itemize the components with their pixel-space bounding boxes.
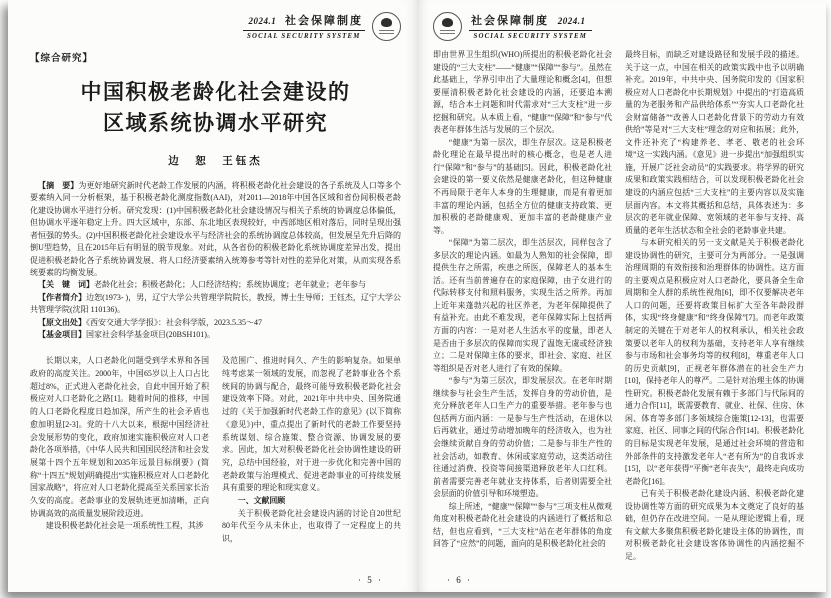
body-columns <box>433 49 804 577</box>
abstract: 【摘 要】为更好地研究新时代老龄工作发展的内涵，将积极老龄化社会建设的各子系统及人口等多个要素纳入同一分析框架，基于积极老龄化测度指数(AAI)，对2011—2018年中国各区域和省份间积极老龄化建设协调水平进行分析。研究发现：(1)中国积极老龄化社会建设情况与相关子系统的协调度总体偏低，但协调水平逐年稳定上升。四大区域中，东部、东北地区表现较好，中西部地区相对落后，同时呈现出强者恒强的势头。(2)中国积极老龄化社会建设水平与经济社会的系统协调度总体较高，但发展呈先升后降的倒U型趋势，且在2015年后有明显的脱节现象。对此，从各省份的积极老龄化系统协调度差异出发，提出促进积极老龄化各子系统协调发展、将人口经济要素纳入统筹参考等针对性的差异化对策，从而实现各系统要素的均衡发展。 <box>30 181 401 277</box>
journal-title-line <box>469 12 592 31</box>
journal-issue: 2024.1 <box>248 16 277 27</box>
body-paragraph: 建设积极老龄化社会是一项系统性工程，其涉 <box>45 521 204 531</box>
article-authors: 边 恕 王钰杰 <box>168 156 263 168</box>
page-number-5: · 5 · <box>358 575 383 585</box>
body-paragraph: 综上所述，“健康”“保障”“参与”三项支柱从微观角度对积极老龄化社会建设的内涵进行了概括和总结，但也应看到，“三大支柱”站在老年群体的角度回答了“应然”的问题，面向的是积极老龄化社会的 <box>433 501 612 549</box>
body-column-1 <box>433 49 612 577</box>
body-paragraph: 关于积极老龄化社会建设内涵的讨论自20世纪80年代至今从未休止，也取得了一定程度上的共识， <box>222 508 401 544</box>
body-column-2 <box>222 355 401 546</box>
abstract-label: 【摘 要】 <box>38 181 79 191</box>
body-paragraph: 及范围广、推进时间久、产生的影响复杂。如果单纯考虑某一领域的发展，而忽视了老龄事业各个系统间的协调与配合，最终可能导致积极老龄化社会建设效率下降。对此，2021年中共中央、国务院通过的《关于加强新时代老龄工作的意见》(以下简称《意见》)中，重点提出了新时代的老龄工作要坚持系统谋划、综合施策、整合资源、协调发展的要求。因此，加大对积极老龄化社会协调性建设的研究，总结中国经验，对于进一步优化和完善中国的老龄政策与治理模式、促进老龄事业的可持续发展具有重要的理论和现实意义。 <box>222 356 401 493</box>
journal-spread <box>8 0 826 592</box>
body-paragraph: “保障”为第二层次，即生活层次，同样包含了多层次的理论内涵。如最为人熟知的社会保障，即提供生存之所需，疾患之所医，保障老人的基本生活。还有当前普遍存在的家庭保障，由子女进行的代际转移支付和照料服务，实现生活之所养。再加上近年来蓬勃兴起的社区养老，为老年保障提供了有益补充。由此不难发现，老年保障实际上包括两方面的内容：一是对老人生活水平的度量，即老人是否由于多层次的保障而实现了温饱无虞或经济独立；二是对保障主体的要求，即社会、家庭、社区等组织是否对老人进行了有效的保障。 <box>433 238 612 373</box>
journal-logo-icon <box>433 12 462 41</box>
page-number-6: · 6 · <box>447 575 472 585</box>
body-paragraph: 最终目标，而缺乏对建设路径和发展手段的描述。关于这一点，中国在相关的政策实践中也予以明确补充。2019年，中共中央、国务院印发的《国家积极应对人口老龄化中长期规划》中提出的“打造高质量的为老服务和产品供给体系”“夯实人口老龄化社会财富储备”“改善人口老龄化背景下的劳动力有效供给”等是对“三大支柱”理念的对应和拓展；此外，文件还补充了“构建养老、孝老、敬老的社会环境”这一实践内涵。《意见》进一步提出“加强组织实施，开展广泛社会动员”的实践要求。将学界的研究成果和政策实践相结合，可以发现积极老龄化社会建设的内涵应包括“三大支柱”的主要内容以及实施层面内容。本文将其概括和总结，具体表述为：多层次的老年就业保障、宽领域的老年参与支持、高质量的老年生活状态和全社会的老龄事业共建。 <box>625 50 804 235</box>
article-title <box>30 77 401 139</box>
body-paragraph: “参与”为第三层次，即发展层次。在老年时期继续参与社会生产生活，发挥自身的劳动价值，是充分释放老年人口生产力的重要举措。老年参与也包括两方面内涵：一是参与生产性活动，在退休以后再就业，通过劳动增加晚年的经济收入，也为社会继续贡献自身的劳动价值；二是参与非生产性的社会活动，如教育、休闲或家庭劳动，这类活动往往通过消费、投资等间接渠道释放老年人口红利。前者需要完善老年就业支持体系，后者则需要全社会层面的价值引导和环境塑造。 <box>433 376 612 499</box>
body-column-2 <box>625 49 804 577</box>
article-title-line2: 区域系统协调水平研究 <box>103 111 328 135</box>
journal-title-line <box>243 12 366 31</box>
body-paragraph: 长期以来，人口老龄化问题受到学术界和各国政府的高度关注。2000年，中国65岁以上人口占比超过8%，正式进入老龄化社会，自此中国开始了积极应对人口老龄化之路[1]。随着时间的推移，中国的人口老龄化程度日趋加深，所产生的社会矛盾也愈加明显[2-3]。党的十八大以来，根据中国经济社会发展形势的变化，政府加速实施积极应对人口老龄化各项举措，《中华人民共和国国民经济和社会发展第十四个五年规划和2035年远景目标纲要》(简称“十四五”规划)明确提出“实施积极应对人口老龄化国家战略”，将应对人口老龄化提高至关系国家长治久安的高度。老龄事业的发展轨迹更加清晰，正向协调高效的高质量发展阶段迈进。 <box>30 356 209 518</box>
keywords-label: 【关 键 词】 <box>38 280 94 290</box>
journal-name-en: SOCIAL SECURITY SYSTEM <box>473 32 588 40</box>
body-column-1 <box>30 355 209 546</box>
keywords: 【关 键 词】老龄化社会；积极老龄化；人口经济结构；系统协调度；老年就业；老年参与 <box>38 280 366 290</box>
body-paragraph: “健康”为第一层次，即生存层次。这是积极老龄化理论在最早提出时的核心概念，也是老人进行“保障”和“参与”的基础[5]。因此，积极老龄化社会建设的第一要义依然是健康老龄化，但这种健康不再局限于老年人本身的生理健康，而是有着更加丰富的理论内涵，包括全方位的健康支持政策、更加积极的老龄健康观、更加丰富的老龄健康产业等。 <box>433 137 612 235</box>
page-6 <box>417 0 826 592</box>
body-paragraph: 与本研究相关的另一支文献是关于积极老龄化建设协调性的研究，主要可分为两部分。一是强调治理周期的有效衔接和治理群体的协调性。这方面的主要观点是积极应对人口老龄化，要具备全生命周期和全人群的系统性视角[6]，即不仅要解决老年人口的问题，还要将政策目标扩大至各年龄段群体，实现“终身健康”和“终身保障”[7]。而老年政策制定的关键在于对老年人的权利承认，相关社会政策要以老年人的权利为基础，支持老年人享有继续参与市场和社会事务均等的权利[8]，尊重老年人口的历史贡献[9]，正视老年群体潜在的社会生产力[10]，保持老年人的尊严。二是针对治理主体的协调性研究。积极老龄化发展有赖于多部门与代际间的通力合作[11]，既需要教育、就业、社保、住房、休闲、体育等多部门多领域综合施策[12-13]，也需要家庭、社区、同事之间的代际合作[14]。积极老龄化的目标是实现老年发展，是通过社会环境的营造和外部条件的支持激发老年人“老有所为”的自我诉求[15]，以“老年获得”平衡“老年丧失”，最终走向成功老龄化[16]。 <box>625 238 804 486</box>
journal-issue: 2024.1 <box>557 16 586 27</box>
author-bio: 【作者简介】边恕(1973- )，男，辽宁大学公共管理学院院长，教授，博士生导师；王钰杰，辽宁大学公共管理学院(沈阳 110136)。 <box>30 292 401 315</box>
journal-logo-icon <box>372 12 401 41</box>
body-paragraph: 即由世界卫生组织(WHO)所提出的积极老龄化社会建设的“三大支柱”——“健康”“保障”“参与”。虽然在此基础上，学界引申出了大量理论和概念[4]，但想要厘清积极老龄化社会建设的内涵，还要追本溯源，结合本土问题和时代需求对“三大支柱”进一步挖掘和研究。从本质上看，“健康”“保障”和“参与”代表老年群体生活与发展的三个层次。 <box>433 50 612 135</box>
article-meta-block <box>30 180 401 341</box>
page-5 <box>8 0 417 592</box>
journal-name-cn: 社会保障制度 <box>285 15 363 28</box>
article-title-line1: 中国积极老龄化社会建设的 <box>80 80 351 104</box>
funding: 【基金项目】国家社会科学基金项目(20BSH101)。 <box>38 329 215 339</box>
original-source: 【原文出处】《西安交通大学学报》：社会科学版，2023.5.35～47 <box>38 317 262 327</box>
section-label: 【综合研究】 <box>30 54 94 64</box>
journal-name-cn: 社会保障制度 <box>471 15 549 28</box>
body-columns <box>30 355 401 546</box>
original-source-label: 【原文出处】 <box>38 317 86 327</box>
journal-masthead-right <box>433 9 804 43</box>
body-paragraph: 已有关于积极老龄化建设内涵、积极老龄化建设协调性等方面的研究成果为本文奠定了良好的基础，但仍存在改进空间。一是从理论逻辑上看，现有文献大多聚焦积极老龄化建设主体的协调性，而对积极老龄化社会建设客体协调性的内涵挖掘不足。 <box>625 489 804 561</box>
section-heading-literature-review: 一、文献回顾 <box>237 496 286 506</box>
funding-label: 【基金项目】 <box>38 329 86 339</box>
author-bio-label: 【作者简介】 <box>38 292 87 302</box>
journal-name-en: SOCIAL SECURITY SYSTEM <box>246 32 361 40</box>
journal-masthead-left <box>30 9 401 43</box>
